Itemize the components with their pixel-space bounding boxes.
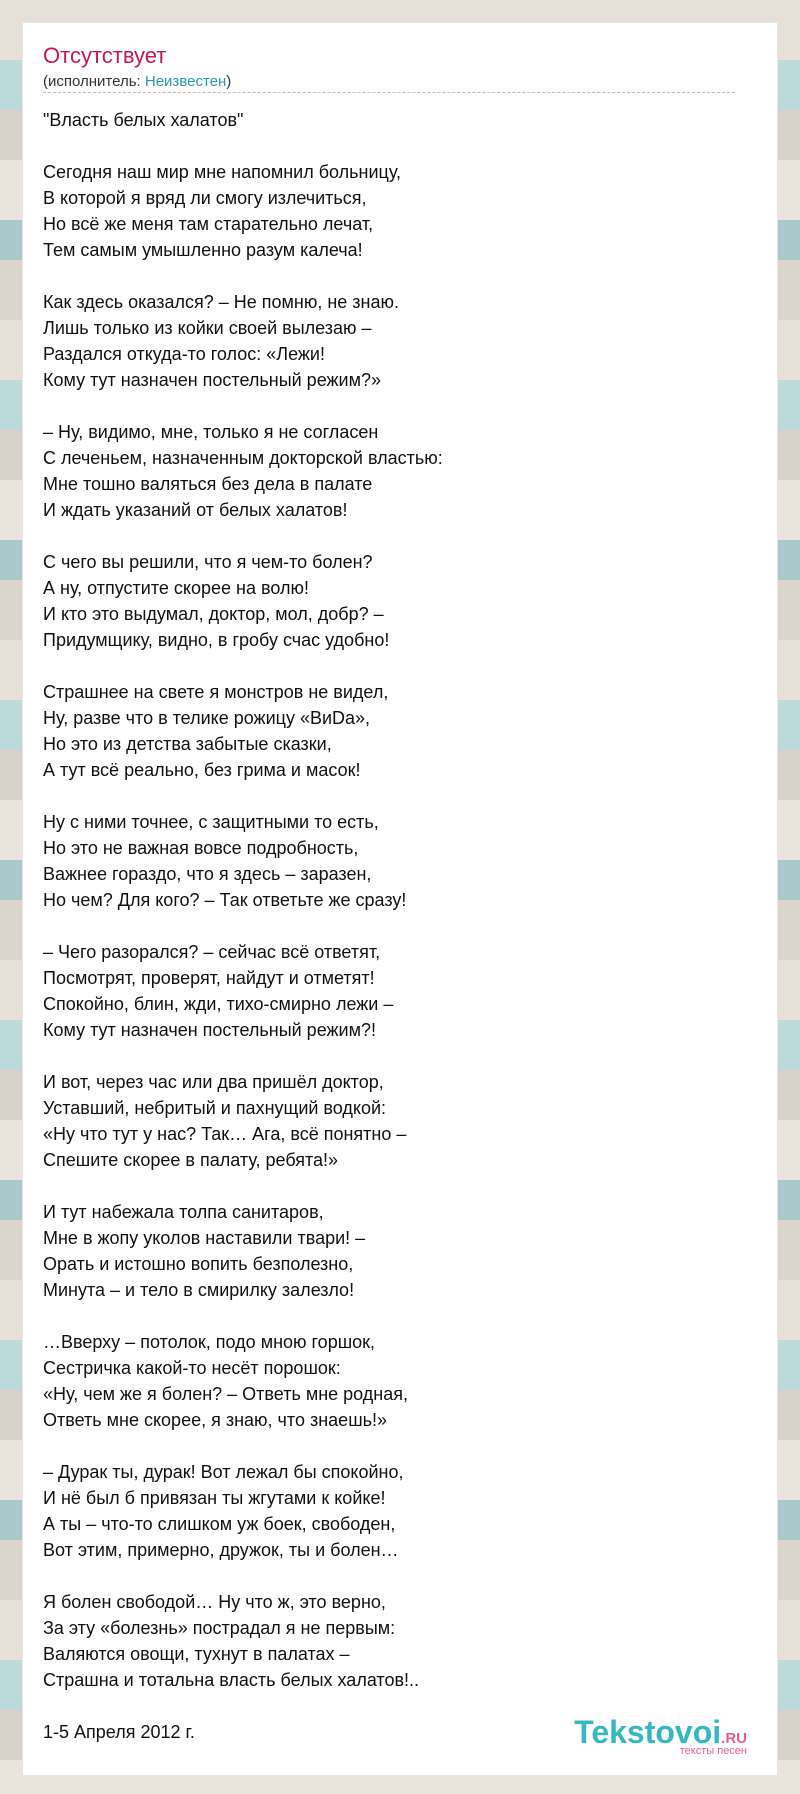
lyric-line: – Ну, видимо, мне, только я не согласен: [43, 422, 379, 442]
lyric-line: «Ну, чем же я болен? – Ответь мне родная,: [43, 1384, 408, 1404]
logo-tagline: тексты песен: [679, 1745, 747, 1757]
lyric-line: С чего вы решили, что я чем-то болен?: [43, 552, 373, 572]
lyric-line: А ну, отпустите скорее на волю!: [43, 578, 309, 598]
stanza-break: [43, 263, 443, 289]
lyric-line: Страшна и тотальна власть белых халатов!..: [43, 1670, 420, 1690]
lyric-line: Ну с ними точнее, с защитными то есть,: [43, 812, 379, 832]
lyric-line: Валяются овощи, тухнут в палатах –: [43, 1644, 350, 1664]
lyric-line: А тут всё реально, без грима и масок!: [43, 760, 361, 780]
lyric-line: «Ну что тут у нас? Так… Ага, всё понятно –: [43, 1124, 407, 1144]
stanza-break: [43, 913, 443, 939]
lyric-line: Ответь мне скорее, я знаю, что знаешь!»: [43, 1410, 388, 1430]
lyric-line: Кому тут назначен постельный режим?»: [43, 370, 381, 390]
lyric-line: Минута – и тело в смирилку залезло!: [43, 1280, 355, 1300]
stanza-break: [43, 1173, 443, 1199]
site-logo[interactable]: [574, 1714, 747, 1757]
stanza-break: [43, 133, 443, 159]
header-divider: [43, 92, 735, 93]
lyric-line: Вот этим, примерно, дружок, ты и болен…: [43, 1540, 399, 1560]
lyric-line: Но это не важная вовсе подробность,: [43, 838, 359, 858]
lyric-line: Но всё же меня там старательно лечат,: [43, 214, 374, 234]
lyric-line: Страшнее на свете я монстров не видел,: [43, 682, 389, 702]
lyric-line: Но чем? Для кого? – Так ответьте же сразу!: [43, 890, 407, 910]
lyric-line: Посмотрят, проверят, найдут и отметят!: [43, 968, 375, 988]
stanza-break: [43, 523, 443, 549]
lyric-line: Раздался откуда-то голос: «Лежи!: [43, 344, 325, 364]
lyric-line: Я болен свободой… Ну что ж, это верно,: [43, 1592, 386, 1612]
lyric-line: Но это из детства забытые сказки,: [43, 734, 332, 754]
stanza-break: [43, 1043, 443, 1069]
lyric-line: – Чего разорался? – сейчас всё ответят,: [43, 942, 381, 962]
performer-line: [43, 73, 231, 90]
stanza-break: [43, 1433, 443, 1459]
lyric-line: Сегодня наш мир мне напомнил больницу,: [43, 162, 402, 182]
lyric-line: Орать и истошно вопить безполезно,: [43, 1254, 354, 1274]
stanza-break: [43, 1563, 443, 1589]
stanza-break: [43, 653, 443, 679]
lyric-line: "Власть белых халатов": [43, 110, 244, 130]
lyric-line: Кому тут назначен постельный режим?!: [43, 1020, 376, 1040]
performer-link[interactable]: Неизвестен: [144, 73, 227, 90]
lyric-line: Сестричка какой-то несёт порошок:: [43, 1358, 341, 1378]
performer-prefix: (исполнитель:: [43, 73, 145, 90]
stanza-break: [43, 1303, 443, 1329]
lyric-line: С леченьем, назначенным докторской властью:: [43, 448, 443, 468]
lyric-line: Ну, разве что в телике рожицу «ВиDа»,: [43, 708, 371, 728]
song-title: Отсутствует: [43, 43, 167, 68]
lyric-line: В которой я вряд ли смогу излечиться,: [43, 188, 367, 208]
lyric-line: За эту «болезнь» пострадал я не первым:: [43, 1618, 396, 1638]
lyric-line: Спешите скорее в палату, ребята!»: [43, 1150, 339, 1170]
performer-suffix: ): [226, 73, 232, 90]
lyric-line: И тут набежала толпа санитаров,: [43, 1202, 324, 1222]
lyric-line: Уставший, небритый и пахнущий водкой:: [43, 1098, 387, 1118]
lyrics-text: [43, 107, 443, 1745]
lyrics-card: [22, 22, 778, 1776]
lyric-line: – Дурак ты, дурак! Вот лежал бы спокойно,: [43, 1462, 404, 1482]
stanza-break: [43, 1693, 443, 1719]
lyric-line: Мне в жопу уколов наставили твари! –: [43, 1228, 366, 1248]
lyric-line: 1-5 Апреля 2012 г.: [43, 1722, 195, 1742]
lyric-line: Мне тошно валяться без дела в палате: [43, 474, 373, 494]
lyric-line: И нё был б привязан ты жгутами к койке!: [43, 1488, 386, 1508]
logo-tld: .RU: [721, 1730, 747, 1747]
lyric-line: И вот, через час или два пришёл доктор,: [43, 1072, 384, 1092]
lyric-line: А ты – что-то слишком уж боек, свободен,: [43, 1514, 396, 1534]
lyric-line: Спокойно, блин, жди, тихо-смирно лежи –: [43, 994, 394, 1014]
lyric-line: Важнее гораздо, что я здесь – заразен,: [43, 864, 372, 884]
lyric-line: Лишь только из койки своей вылезаю –: [43, 318, 372, 338]
lyric-line: …Вверху – потолок, подо мною горшок,: [43, 1332, 376, 1352]
stanza-break: [43, 783, 443, 809]
stanza-break: [43, 393, 443, 419]
lyric-line: Придумщику, видно, в гробу счас удобно!: [43, 630, 390, 650]
lyric-line: Тем самым умышленно разум калеча!: [43, 240, 363, 260]
lyric-line: Как здесь оказался? – Не помню, не знаю.: [43, 292, 399, 312]
lyric-line: И кто это выдумал, доктор, мол, добр? –: [43, 604, 384, 624]
logo-wordmark: Tekstovoi: [574, 1714, 722, 1750]
lyric-line: И ждать указаний от белых халатов!: [43, 500, 348, 520]
